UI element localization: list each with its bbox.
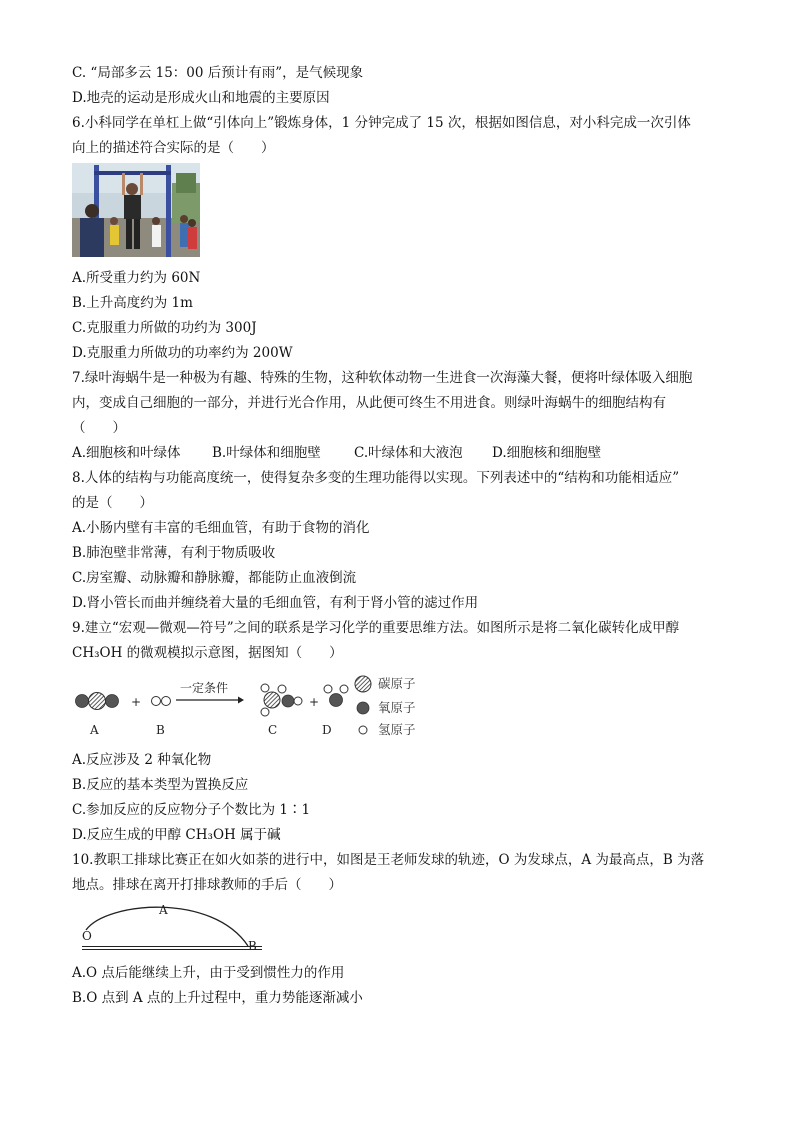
q9-option-a: A.反应涉及 2 种氧化物 <box>72 752 212 768</box>
q10-option-b: B.O 点到 A 点的上升过程中，重力势能逐渐减小 <box>72 990 363 1006</box>
q10-stem-line1: 10.教职工排球比赛正在如火如荼的进行中，如图是王老师发球的轨迹，O 为发球点，A 为最高点，B 为落 <box>72 852 705 868</box>
legend-carbon <box>355 676 416 692</box>
q8-stem-line2: 的是（ ） <box>72 495 153 511</box>
q7-stem-line3: （ ） <box>72 420 126 436</box>
label-b: B <box>156 723 165 737</box>
q6-stem-line2: 向上的描述符合实际的是（ ） <box>72 140 275 156</box>
plus-sign-2: + <box>309 695 320 709</box>
molecule-b-h2 <box>152 697 171 706</box>
legend-hydrogen <box>359 722 416 737</box>
point-b-label: B <box>248 939 257 953</box>
legend-hydrogen-label: 氢原子 <box>378 722 416 737</box>
q8-option-d: D.肾小管长而曲并缠绕着大量的毛细血管，有利于肾小管的滤过作用 <box>72 595 479 611</box>
q7-option-b: B.叶绿体和细胞壁 <box>212 445 321 461</box>
volleyball-trajectory-diagram <box>72 898 272 956</box>
legend-carbon-label: 碳原子 <box>378 676 416 691</box>
option-c-weather: C. “局部多云 15：00 后预计有雨”，是气候现象 <box>72 65 364 81</box>
legend-oxygen <box>357 700 416 715</box>
reaction-arrow <box>176 697 244 704</box>
option-d-crust: D.地壳的运动是形成火山和地震的主要原因 <box>72 90 330 106</box>
q6-option-b: B.上升高度约为 1m <box>72 295 193 311</box>
molecule-d-water <box>324 685 348 707</box>
legend-oxygen-label: 氧原子 <box>378 700 416 715</box>
plus-sign-1: + <box>131 695 142 709</box>
q8-option-c: C.房室瓣、动脉瓣和静脉瓣，都能防止血液倒流 <box>72 570 357 586</box>
q9-option-b: B.反应的基本类型为置换反应 <box>72 777 249 793</box>
point-a-label: A <box>159 903 168 917</box>
label-c: C <box>268 723 278 737</box>
reaction-condition: 一定条件 <box>180 681 229 695</box>
point-o-label: O <box>82 929 92 943</box>
q9-stem-line2: CH₃OH 的微观模拟示意图，据图知（ ） <box>72 645 343 661</box>
q8-option-b: B.肺泡壁非常薄，有利于物质吸收 <box>72 545 276 561</box>
ground-line <box>82 947 262 950</box>
q7-stem-line1: 7.绿叶海蜗牛是一种极为有趣、特殊的生物，这种软体动物一生进食一次海藻大餐，便将叶绿体吸入细胞 <box>72 370 693 386</box>
q6-option-c: C.克服重力所做的功约为 300J <box>72 320 257 336</box>
pull-up-photo <box>72 163 200 257</box>
q7-option-c: C.叶绿体和大液泡 <box>354 445 463 461</box>
molecule-c-methanol <box>261 684 302 716</box>
q8-option-a: A.小肠内壁有丰富的毛细血管，有助于食物的消化 <box>72 520 370 536</box>
q7-option-a: A.细胞核和叶绿体 <box>72 445 181 461</box>
q9-option-d: D.反应生成的甲醇 CH₃OH 属于碱 <box>72 827 281 843</box>
q9-option-c: C.参加反应的反应物分子个数比为 1∶1 <box>72 802 311 818</box>
q9-stem-line1: 9.建立“宏观—微观—符号”之间的联系是学习化学的重要思维方法。如图所示是将二氧化碳转化成甲醇 <box>72 620 680 636</box>
reaction-diagram <box>72 672 432 744</box>
molecule-a-co2 <box>76 693 119 710</box>
label-d: D <box>322 723 332 737</box>
q8-stem-line1: 8.人体的结构与功能高度统一，使得复杂多变的生理功能得以实现。下列表述中的“结构和功能相适应” <box>72 470 680 486</box>
q7-stem-line2: 内，变成自己细胞的一部分，并进行光合作用，从此便可终生不用进食。则绿叶海蜗牛的细胞结构有 <box>72 395 666 411</box>
label-a: A <box>90 723 99 737</box>
q6-stem-line1: 6.小科同学在单杠上做“引体向上”锻炼身体，1 分钟完成了 15 次，根据如图信息，对小科完成一次引体 <box>72 115 691 131</box>
q6-option-a: A.所受重力约为 60N <box>72 270 201 286</box>
q7-option-d: D.细胞核和细胞壁 <box>492 445 602 461</box>
q10-stem-line2: 地点。排球在离开打排球教师的手后（ ） <box>72 877 342 893</box>
q6-option-d: D.克服重力所做功的功率约为 200W <box>72 345 293 361</box>
q10-option-a: A.O 点后能继续上升，由于受到惯性力的作用 <box>72 965 345 981</box>
pull-up-photo-illustration <box>72 163 200 257</box>
